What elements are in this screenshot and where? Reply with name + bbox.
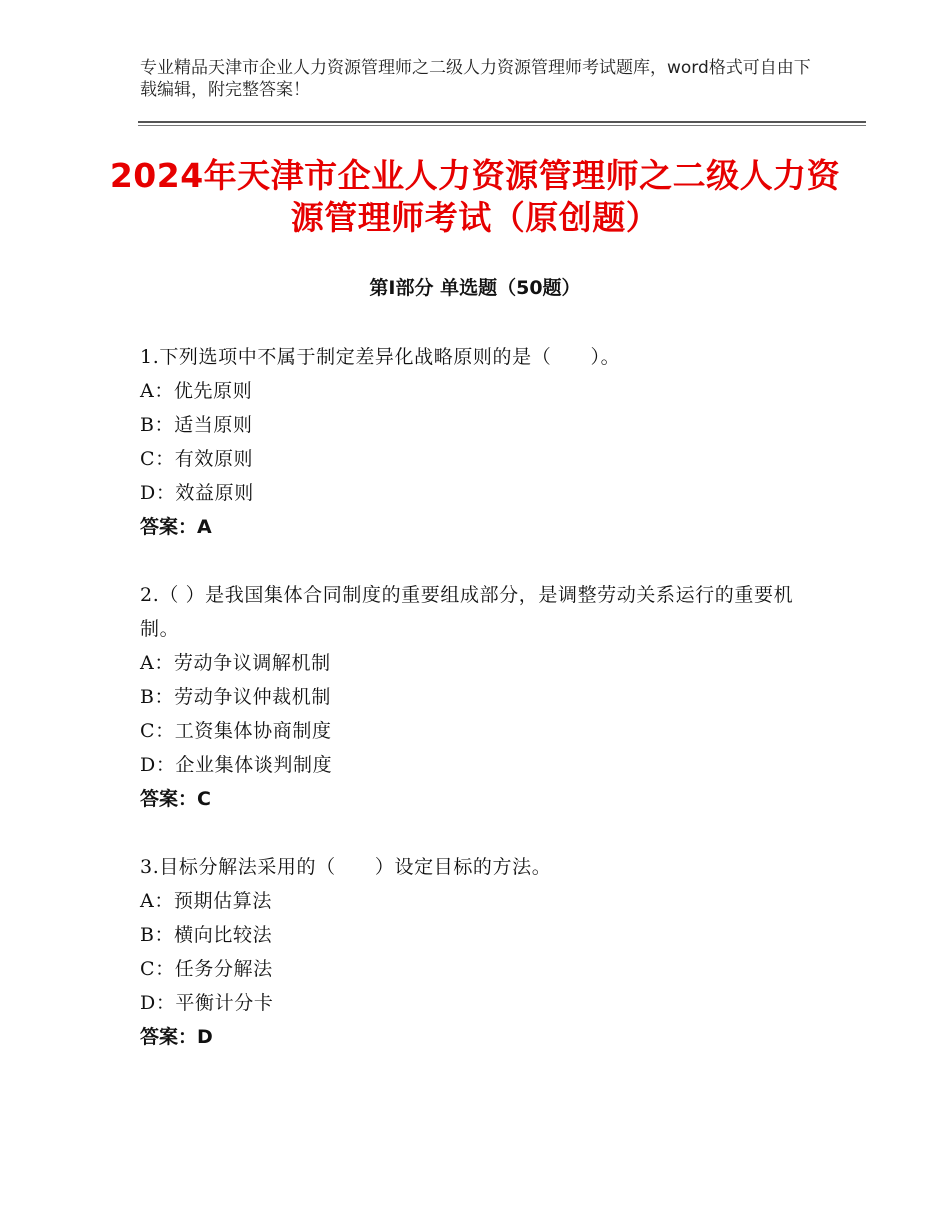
option-d: D：效益原则: [140, 482, 254, 504]
answer-line: 答案：A: [140, 516, 212, 538]
question-stem: 2.（ ）是我国集体合同制度的重要组成部分，是调整劳动关系运行的重要机制。: [140, 584, 794, 640]
option-b: B：劳动争议仲裁机制: [140, 686, 331, 708]
question-3: [140, 850, 820, 1054]
document-title: 2024年天津市企业人力资源管理师之二级人力资源管理师考试（原创题）: [109, 156, 841, 237]
question-2: [140, 578, 820, 816]
question-stem: 3.目标分解法采用的（ ）设定目标的方法。: [140, 856, 552, 878]
answer-line: 答案：D: [140, 1026, 213, 1048]
option-d: D：企业集体谈判制度: [140, 754, 333, 776]
option-a: A：劳动争议调解机制: [140, 652, 331, 674]
answer-line: 答案：C: [140, 788, 211, 810]
question-spacer: [140, 544, 820, 578]
option-b: B：适当原则: [140, 414, 253, 436]
option-c: C：工资集体协商制度: [140, 720, 332, 742]
option-c: C：任务分解法: [140, 958, 273, 980]
question-list: [140, 340, 820, 1054]
question-1: [140, 340, 820, 544]
question-spacer: [140, 816, 820, 850]
section-title: 第Ⅰ部分 单选题（50题）: [369, 277, 581, 299]
question-stem: 1.下列选项中不属于制定差异化战略原则的是（ ）。: [140, 346, 621, 368]
option-b: B：横向比较法: [140, 924, 273, 946]
option-d: D：平衡计分卡: [140, 992, 274, 1014]
header-divider-thin: [138, 125, 866, 126]
header-divider-thick: [138, 121, 866, 123]
option-c: C：有效原则: [140, 448, 254, 470]
option-a: A：预期估算法: [140, 890, 272, 912]
option-a: A：优先原则: [140, 380, 253, 402]
header-note: 专业精品天津市企业人力资源管理师之二级人力资源管理师考试题库，word格式可自由下载编辑，附完整答案！: [140, 58, 811, 100]
